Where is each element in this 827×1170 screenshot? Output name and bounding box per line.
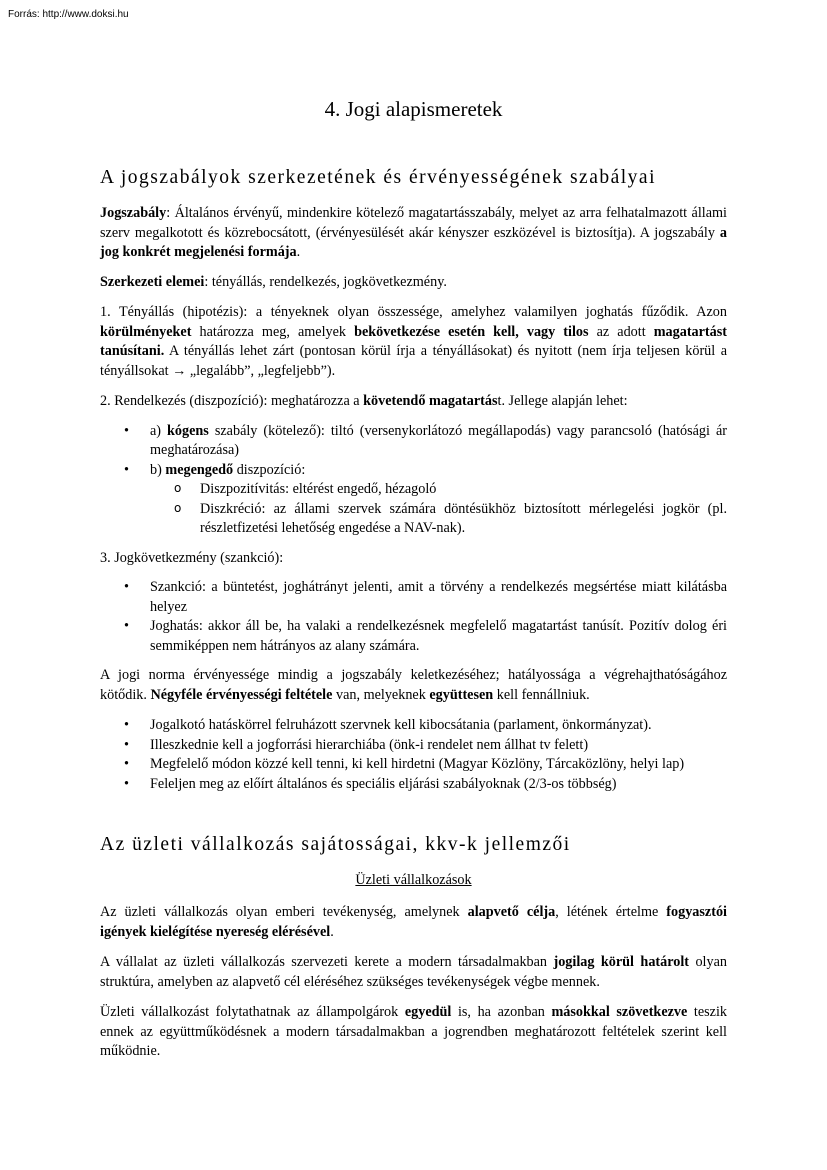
text: 2. Rendelkezés (diszpozíció): meghatározza a <box>100 393 364 409</box>
paragraph-tenyallas <box>100 303 727 381</box>
text: . <box>296 244 301 260</box>
list-jogkovetkezmeny <box>100 578 727 656</box>
text: Üzleti vállalkozást folytathatnak az állampolgárok <box>100 1004 405 1020</box>
text: 1. Tényállás (hipotézis): a tényeknek olyan összessége, amelyhez valamilyen joghatás fűződik. Azon <box>100 304 727 320</box>
text: A jogi norma érvényessége mindig a jogszabály keletkezéséhez; hatályossága a végrehajthatóságához kötődik. <box>100 667 727 703</box>
list-ervenyessegi-feltetelek <box>100 716 727 794</box>
text: határozza meg, amelyek <box>191 323 355 340</box>
bold-text: követendő magatartás <box>363 393 498 409</box>
section-heading-uzleti-vallalkozas: Az üzleti vállalkozás sajátosságai, kkv-k jellemzői <box>100 834 571 855</box>
text: szabály (kötelező): tiltó (versenykorlátozó megállapodás) vagy parancsoló (hatósági ár meghatározása) <box>150 422 728 458</box>
bold-text: alapvető célja <box>467 904 556 920</box>
list-item-diszkrecio: o Diszkréció: az állami szervek számára döntésükhöz biztosított mérlegelési jogkör (pl. részletfizetési lehetőség engedése a NAV-nak). <box>100 500 727 539</box>
bold-text: körülményeket <box>100 323 192 340</box>
list-item-feltetel-1: • Jogalkotó hatáskörrel felruházott szervnek kell kibocsátania (parlament, önkormányzat). <box>100 716 727 736</box>
term-jogszabaly: Jogszabály <box>100 205 167 221</box>
paragraph-jogszabaly-definition <box>100 204 727 263</box>
term-jog-formaja: a jog konkrét megjelenési formája <box>100 224 727 260</box>
text: : tényállás, rendelkezés, jogkövetkezmény. <box>204 273 447 290</box>
source-note: Forrás: http://www.doksi.hu <box>8 9 129 20</box>
text: : Általános érvényű, mindenkire kötelező magatartásszabály, melyet az arra felhatalmazott állami szerv megalkotott és közrebocsátott, (érvényesülését akár kényszer eszközével is biztosítja). A jogszabály <box>100 205 727 241</box>
list-item-szankcio: • Szankció: a büntetést, joghátrányt jelenti, amit a törvény a rendelkezés megsértése miatt kilátásba helyez <box>100 578 727 617</box>
bold-text: Négyféle érvényességi feltétele <box>150 686 333 703</box>
list-item-feltetel-3: • Megfelelő módon közzé kell tenni, ki kell hirdetni (Magyar Közlöny, Tárcaközlöny, helyi lap) <box>100 755 727 775</box>
bold-text: másokkal szövetkezve <box>551 1004 688 1020</box>
list-rendelkezes-types <box>100 422 727 539</box>
text: b) <box>150 461 166 478</box>
text: , létének értelme <box>555 904 667 920</box>
list-item-kogens <box>100 422 727 461</box>
bold-text: együttesen <box>429 686 494 703</box>
bold-text: jogilag körül határolt <box>553 954 690 970</box>
list-item-megengedo <box>100 461 727 481</box>
bold-text: fogyasztói igények kielégítése nyereség elérésével <box>100 904 727 940</box>
bold-text: megengedő <box>165 461 234 478</box>
list-item-feltetel-4: • Feleljen meg az előírt általános és speciális eljárási szabályoknak (2/3-os többség) <box>100 775 727 795</box>
text: Az üzleti vállalkozás olyan emberi tevékenység, amelynek <box>100 904 468 920</box>
paragraph-rendelkezes <box>100 392 727 412</box>
bold-text: egyedül <box>404 1004 452 1020</box>
paragraph-jogkovetkezmeny: 3. Jogkövetkezmény (szankció): <box>100 549 284 566</box>
text: is, ha azonban <box>451 1004 552 1020</box>
paragraph-uzleti-definition <box>100 903 727 942</box>
text: olyan struktúra, amelyben az alapvető cél eléréséhez szükséges tevékenységek végbe mennek. <box>100 954 727 990</box>
text: kell fennállniuk. <box>493 686 590 703</box>
bold-text: kógens <box>167 422 209 439</box>
list-item-joghatas: • Joghatás: akkor áll be, ha valaki a rendelkezésnek megfelelő magatartást tanúsít. Pozitív dolog éri semmiképpen nem hátrányos az alany számára. <box>100 617 727 656</box>
text: a) <box>150 422 168 439</box>
list-item-diszpozitivitas: o Diszpozitívitás: eltérést engedő, hézagoló <box>100 480 727 500</box>
text: A vállalat az üzleti vállalkozás szervezeti kerete a modern társadalmakban <box>100 954 554 970</box>
term-szerkezeti-elemei: Szerkezeti elemei <box>100 273 205 290</box>
section-uzleti-vallalkozas-body <box>100 903 727 1062</box>
list-item-feltetel-2: • Illeszkednie kell a jogforrási hierarchiába (önk-i rendelet nem állhat tv felett) <box>100 736 727 756</box>
bold-text: bekövetkezése esetén kell, vagy tilos <box>354 323 589 340</box>
paragraph-allampolgarok <box>100 1003 727 1062</box>
text: diszpozíció: <box>233 461 306 478</box>
paragraph-ervenyesseg <box>100 666 727 705</box>
text: teszik ennek az együttműködésnek a modern társadalmakban a jogrendben meghatározott feltételek szerint kell működnie. <box>100 1004 728 1059</box>
section-heading-jogszabalyok: A jogszabályok szerkezetének és érvényességének szabályai <box>100 167 656 188</box>
text: az adott <box>588 323 654 340</box>
document-title: 4. Jogi alapismeretek <box>324 97 503 121</box>
text: . <box>330 923 334 940</box>
paragraph-szerkezeti-elemei <box>100 273 727 293</box>
paragraph-vallalat <box>100 953 727 992</box>
bold-text: magatartást tanúsítani. <box>100 323 727 359</box>
section-jogszabalyok-body <box>100 204 727 794</box>
subheading-uzleti-vallalkozasok: Üzleti vállalkozások <box>355 872 472 888</box>
text: t. Jellege alapján lehet: <box>497 393 628 409</box>
text: van, melyeknek <box>332 686 430 703</box>
text: A tényállás lehet zárt (pontosan körül írja a tényállásokat) és nyitott (nem írja teljesen körül a tényállsokat → „legalább”, „legfeljebb”). <box>100 343 727 379</box>
